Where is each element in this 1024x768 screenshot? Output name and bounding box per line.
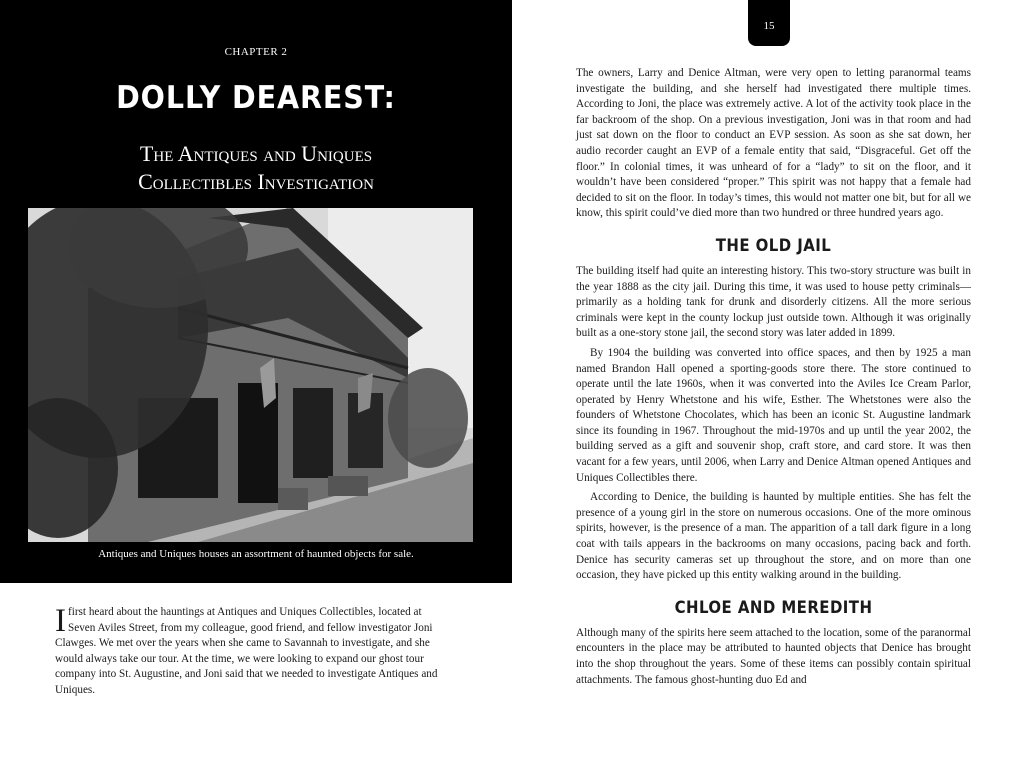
chapter-label: CHAPTER 2	[224, 46, 288, 58]
chapter-subtitle-line-2: Collectibles Investigation	[138, 169, 374, 194]
chapter-subtitle	[0, 140, 512, 196]
body-paragraph: The owners, Larry and Denice Altman, were very open to letting paranormal teams investigate the building, and she herself had investigated there multiple times. According to Joni, the place was extremely active. A lot of the activity took place in the far backroom of the shop. On a previous investigation, Joni was in that room and had just sat down on the floor to conduct an EVP session. As soon as she sat down, her audio recorder caught an EVP of a female entity that said, “Disgraceful. Get off the floor.” In colonial times, it was unheard of for a “lady” to sit on the floor, and it wouldn’t have been considered “proper.” This spirit was not happy that a female had decided to sit on the floor. In today’s times, this would not matter one bit, but for all we know, this spirit could’ve died more than two hundred or three hundred years ago.	[576, 67, 971, 220]
building-photo-illustration	[28, 208, 473, 542]
chapter-subtitle-line-1: The Antiques and Uniques	[139, 141, 373, 166]
right-page-content	[576, 66, 971, 688]
page-number-tab	[748, 0, 790, 46]
body-paragraph: According to Denice, the building is haunted by multiple entities. She has felt the presence of a young girl in the store on numerous occasions. One of the more ominous spirits, however, is the presence of a man. The apparition of a tall dark figure in a long coat with tails appears in the backrooms on many occasions, pacing back and forth. Denice has security cameras set up throughout the store, and on more than one occasion, they have picked up this entity walking around in the building.	[576, 491, 971, 582]
building-photo	[28, 208, 473, 542]
drop-cap: I	[55, 603, 66, 639]
section-heading-chloe-and-meredith: CHLOE AND MEREDITH	[674, 597, 873, 618]
page-number: 15	[763, 20, 775, 32]
opening-text: first heard about the hauntings at Antiques and Uniques Collectibles, located at Seven Aviles Street, from my colleague, good friend, and fellow investigator Joni Clawges. We met over the years when she came to Savannah to investigate, and she would always take our tour. At the time, we were looking to expand our ghost tour company into St. Augustine, and Joni said that we needed to investigate Antiques and Uniques.	[55, 606, 438, 696]
right-page	[512, 0, 1024, 768]
body-paragraph: By 1904 the building was converted into office spaces, and then by 1925 a man named Brandon Hall opened a sporting-goods store there. The store continued to operate until the late 1960s, when it was converted into the Aviles Ice Cream Parlor, operated by Henry Whetstone and his wife, Esther. The Whetstones were also the founders of Whetstone Chocolates, which has been an iconic St. Augustine landmark since its founding in 1967. Throughout the mid-1970s and up until the year 2002, the building served as a gift and souvenir shop, craft store, and card store. It was then vacant for a few years, until 2006, when Larry and Denice Altman opened Antiques and Uniques Collectibles there.	[576, 346, 971, 484]
section-heading-old-jail: THE OLD JAIL	[715, 235, 832, 256]
body-paragraph: The building itself had quite an interesting history. This two-story structure was built in the year 1888 as the city jail. During this time, it was used to house petty criminals—primarily as a holding tank for drunk and disorderly citizens. All the more serious criminals were kept in the county lockup just outside town. Although it was originally built as a one-story stone jail, the second story was later added in 1899.	[576, 264, 971, 340]
chapter-header-panel	[0, 0, 512, 583]
chapter-title: DOLLY DEAREST:	[116, 80, 396, 116]
body-paragraph: Although many of the spirits here seem attached to the location, some of the paranormal encounters in the place may be attributed to haunted objects that Denice has brought into the shop throughout the years. Some of these items can possibly contain spiritual attachments. The famous ghost-hunting duo Ed and	[576, 626, 971, 686]
photo-caption: Antiques and Uniques houses an assortment of haunted objects for sale.	[98, 548, 414, 560]
chapter-opening-paragraph	[55, 605, 448, 699]
